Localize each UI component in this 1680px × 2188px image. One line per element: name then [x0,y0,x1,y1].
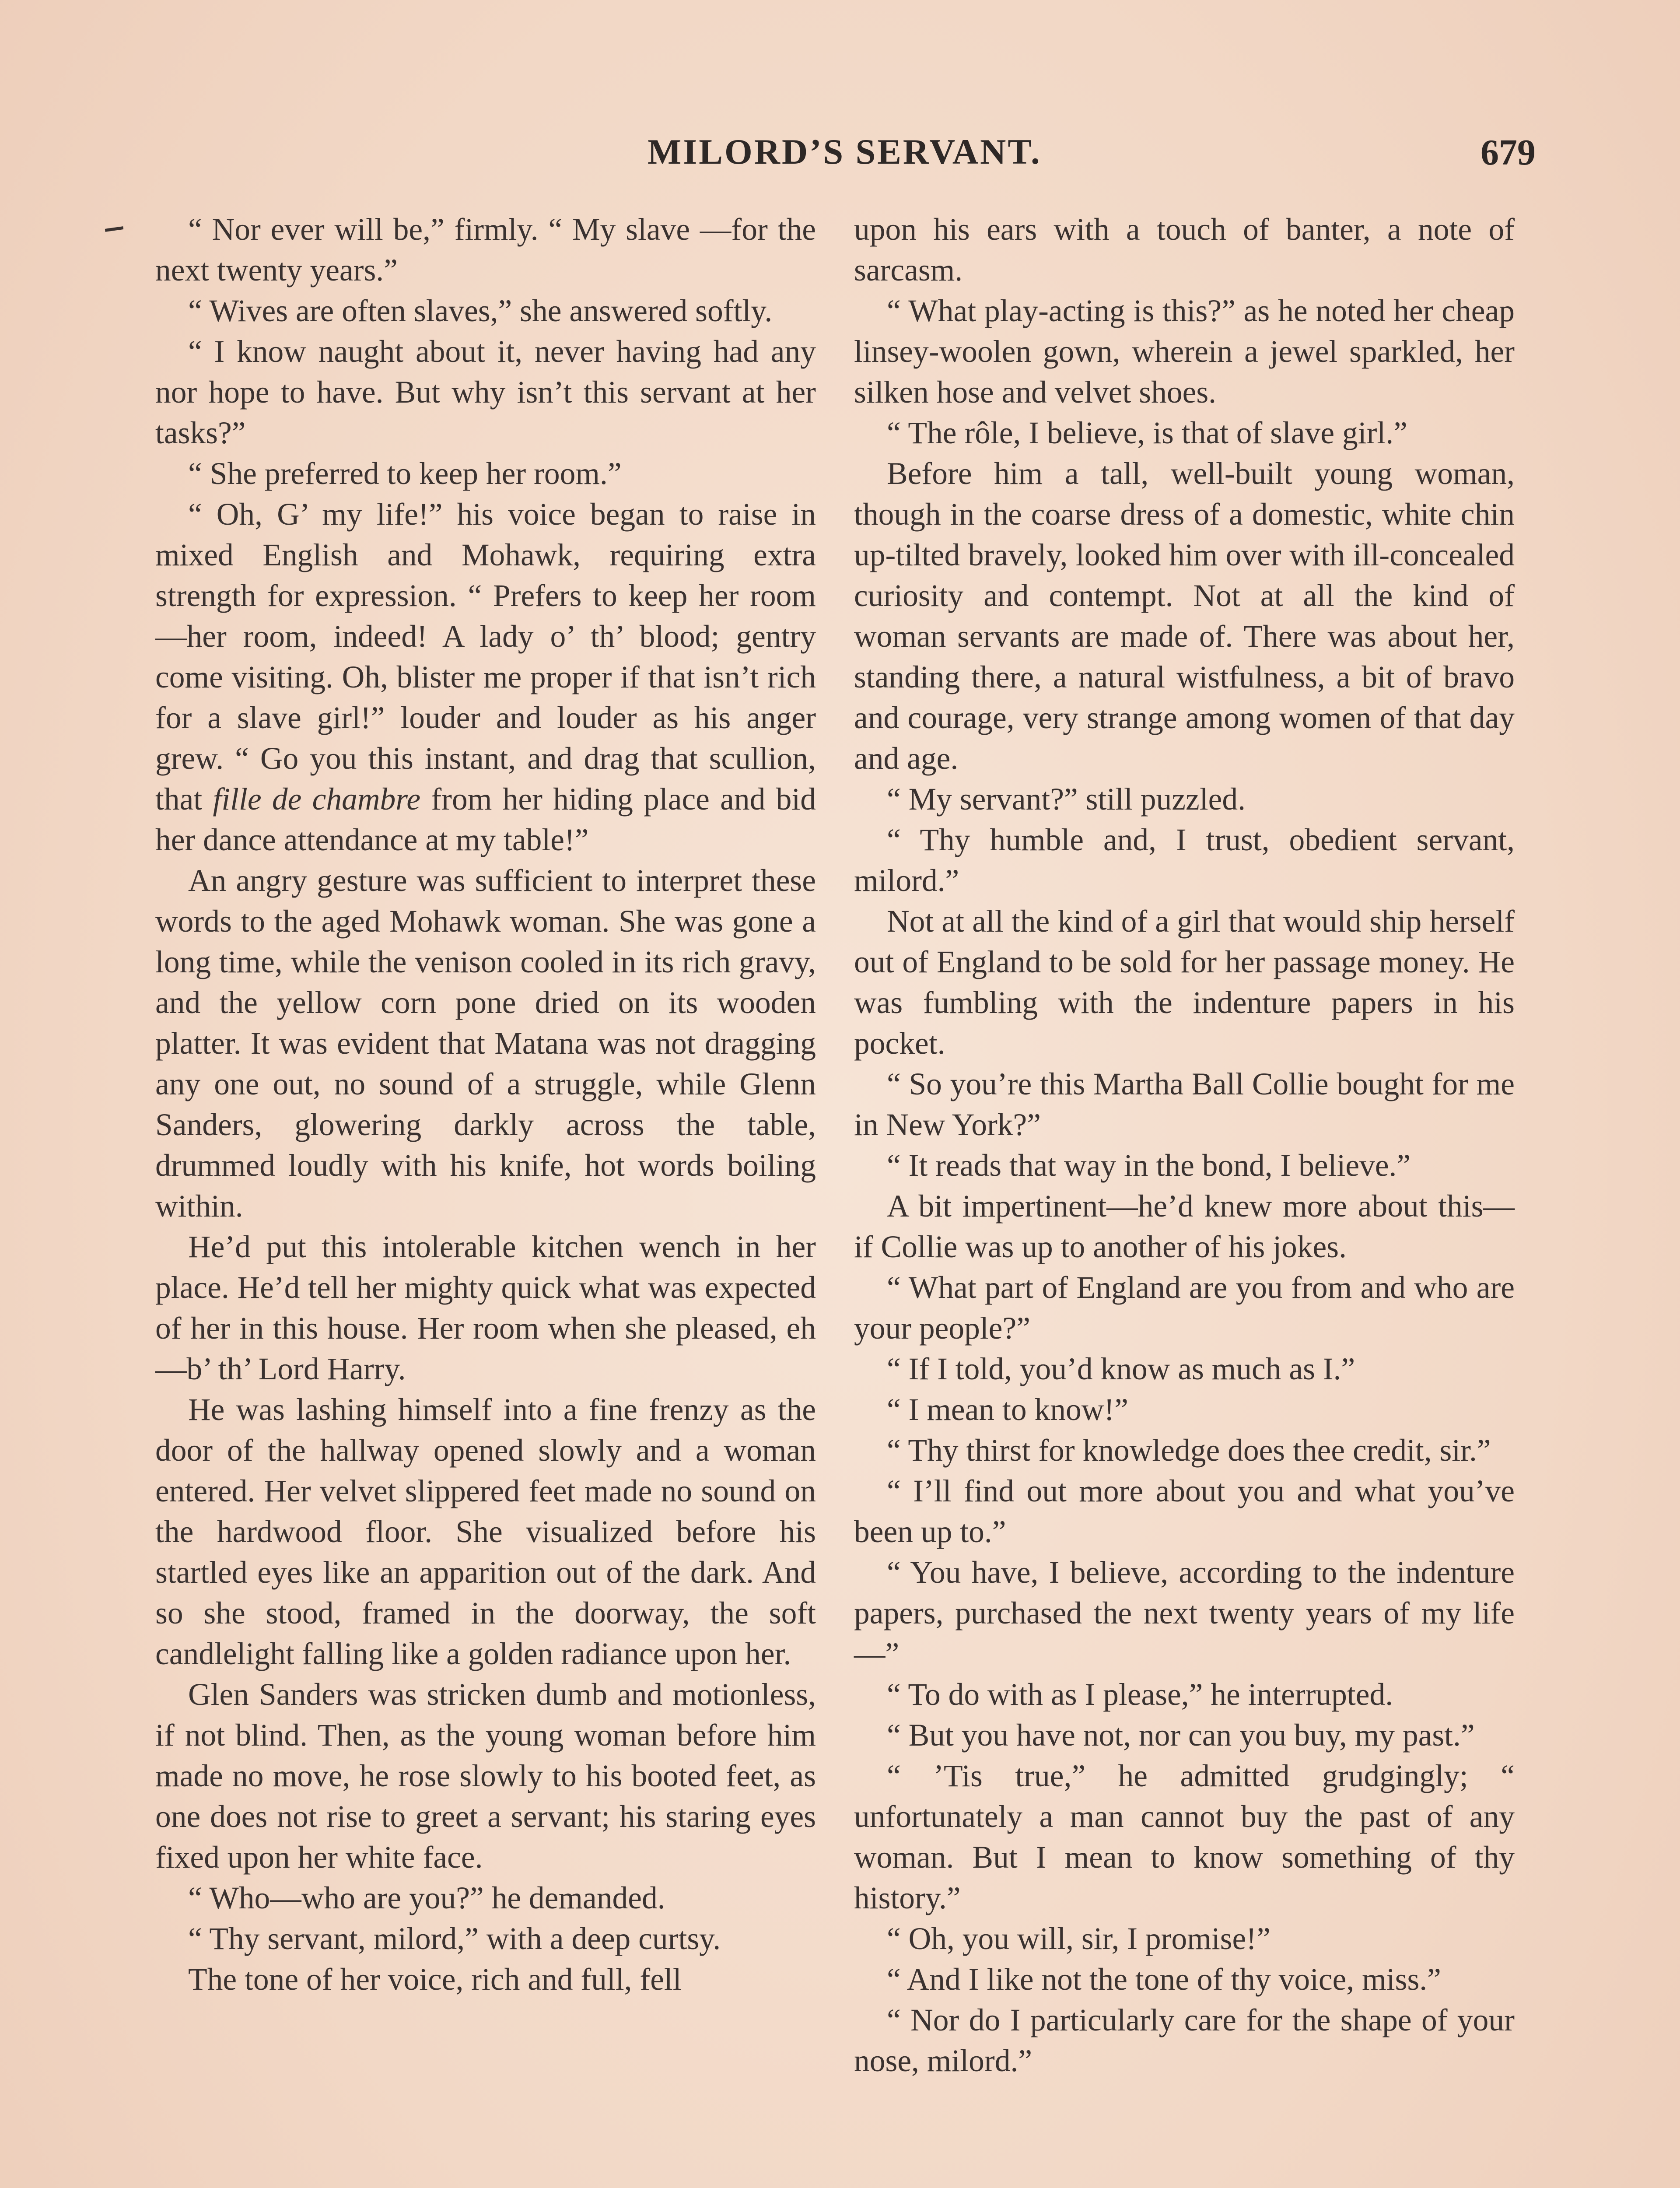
paragraph: “ Thy humble and, I trust, obedient servant, milord.” [854,823,1515,898]
paragraph: “ What play-acting is this?” as he noted her cheap linsey-woolen gown, wherein a jewel sparkled, her silken hose and velvet shoes. [854,294,1515,410]
paragraph: “ She preferred to keep her room.” [188,456,622,491]
right-text-column [854,209,1515,2081]
page-number: 679 [1480,132,1536,173]
paragraph: “ Nor do I particularly care for the shape of your nose, milord.” [854,2003,1515,2078]
paragraph: “ The rôle, I believe, is that of slave girl.” [887,416,1407,450]
paragraph: “ To do with as I please,” he interrupted. [887,1677,1393,1712]
paragraph: The tone of her voice, rich and full, fell [188,1962,682,1997]
paragraph: “ Nor ever will be,” firmly. “ My slave —for the next twenty years.” [155,212,816,288]
paragraph: He’d put this intolerable kitchen wench in her place. He’d tell her mighty quick what was expected of her in this house. Her room when she pleased, eh—b’ th’ Lord Harry. [155,1230,816,1386]
paragraph: An angry gesture was sufficient to interpret these words to the aged Mohawk woman. She was gone a long time, while the venison cooled in its rich gravy, and the yellow corn pone dried on its wooden platter. It was evident that Matana was not dragging any one out, no sound of a struggle, while Glenn Sanders, glowering darkly across the table, drummed loudly with his knife, hot words boiling within. [155,863,816,1224]
page-header [648,131,1536,179]
paragraph: A bit impertinent—he’d knew more about this—if Collie was up to another of his jokes. [854,1189,1515,1264]
paragraph: “ I know naught about it, never having had any nor hope to have. But why isn’t this servant at her tasks?” [155,334,816,450]
italic-phrase: fille de chambre [213,782,421,817]
paragraph: “ Thy thirst for knowledge does thee credit, sir.” [887,1433,1491,1468]
paragraph: “ Who—who are you?” he demanded. [188,1881,665,1915]
paragraph: “ Wives are often slaves,” she answered softly. [188,294,773,328]
paragraph: “ My servant?” still puzzled. [887,782,1246,817]
margin-dash-mark [105,226,124,232]
paragraph: “ You have, I believe, according to the indenture papers, purchased the next twenty years of my life—” [854,1555,1515,1671]
paragraph: “ Oh, you will, sir, I promise!” [887,1922,1270,1956]
running-title: MILORD’S SERVANT. [648,132,1042,172]
paragraph: “ I’ll find out more about you and what you’ve been up to.” [854,1474,1515,1549]
paragraph: “ What part of England are you from and who are your people?” [854,1270,1515,1346]
paragraph: “ But you have not, nor can you buy, my past.” [887,1718,1475,1753]
paragraph: “ ’Tis true,” he admitted grudgingly; “ unfortunately a man cannot buy the past of any woman. But I mean to know something of thy history.” [854,1759,1515,1915]
paragraph: “ It reads that way in the bond, I believe.” [887,1148,1411,1183]
paragraph: “ So you’re this Martha Ball Collie bought for me in New York?” [854,1067,1515,1142]
paragraph: “ If I told, you’d know as much as I.” [887,1352,1355,1386]
left-text-column [155,209,816,2000]
paragraph: He was lashing himself into a fine frenzy as the door of the hallway opened slowly and a woman entered. Her velvet slippered feet made no sound on the hardwood floor. She visualized before his startled eyes like an apparition out of the dark. And so she stood, framed in the doorway, the soft candlelight falling like a golden radiance upon her. [155,1392,816,1671]
paragraph: “ And I like not the tone of thy voice, miss.” [887,1962,1441,1997]
paragraph: Before him a tall, well-built young woman, though in the coarse dress of a domestic, white chin up-tilted bravely, looked him over with ill-concealed curiosity and contempt. Not at all the kind of woman servants are made of. There was about her, standing there, a natural wistfulness, a bit of bravo and courage, very strange among women of that day and age. [854,456,1515,776]
paragraph: Not at all the kind of a girl that would ship herself out of England to be sold for her passage money. He was fumbling with the indenture papers in his pocket. [854,904,1515,1061]
paragraph-continued: upon his ears with a touch of banter, a note of sarcasm. [854,212,1515,288]
paragraph: “ Oh, G’ my life!” his voice began to raise in mixed English and Mohawk, requiring extra strength for expression. “ Prefers to keep her room—her room, indeed! A lady o’ th’ blood; gentry come visiting. Oh, blister me proper if that isn’t rich for a slave girl!” louder and louder as his anger grew. “ Go you this instant, and drag that scullion, that fille de chambre from her hiding place and bid her dance attendance at my table!” [155,497,816,857]
paragraph: Glen Sanders was stricken dumb and motionless, if not blind. Then, as the young woman before him made no move, he rose slowly to his booted feet, as one does not rise to greet a servant; his staring eyes fixed upon her white face. [155,1677,816,1875]
paragraph: “ Thy servant, milord,” with a deep curtsy. [188,1922,721,1956]
paragraph: “ I mean to know!” [887,1392,1128,1427]
